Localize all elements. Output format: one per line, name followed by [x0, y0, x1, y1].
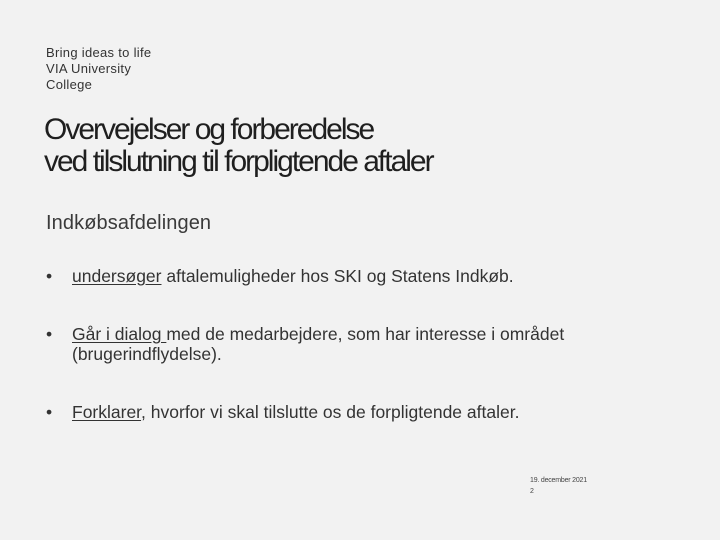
page-number: 2: [530, 488, 534, 495]
slide-title-line-1: Overvejelser og forberedelse: [44, 113, 374, 146]
bullet-lead: undersøger: [72, 266, 162, 286]
bullet-rest: med de medarbejdere, som har interesse i området (brugerindflydelse).: [72, 324, 565, 364]
slide-title-line-2: ved tilslutning til forpligtende aftaler: [44, 145, 433, 178]
bullet-item: [46, 266, 666, 286]
bullet-text: [72, 324, 666, 364]
slide-subtitle: Indkøbsafdelingen: [46, 212, 212, 234]
bullet-lead: Går i dialog: [72, 324, 167, 344]
slide-title: [44, 114, 684, 178]
logo-org-line-1: VIA University: [46, 61, 132, 76]
footer-date: 19. december 2021: [530, 477, 587, 484]
bullet-dot: •: [46, 324, 53, 344]
bullet-text: [72, 266, 666, 286]
bullet-rest: , hvorfor vi skal tilslutte os de forpligtende aftaler.: [141, 402, 520, 422]
bullet-dot: •: [46, 402, 53, 422]
organization-logo: [46, 44, 246, 93]
bullet-rest: aftalemuligheder hos SKI og Statens Indkøb.: [161, 266, 514, 286]
slide-footer: [530, 475, 587, 497]
logo-tagline: Bring ideas to life: [46, 45, 152, 60]
bullet-item: [46, 402, 666, 422]
bullet-lead: Forklarer: [72, 402, 142, 422]
bullet-text: [72, 402, 666, 422]
logo-org-line-2: College: [46, 77, 93, 92]
bullet-item: [46, 324, 666, 364]
bullet-dot: •: [46, 266, 53, 286]
